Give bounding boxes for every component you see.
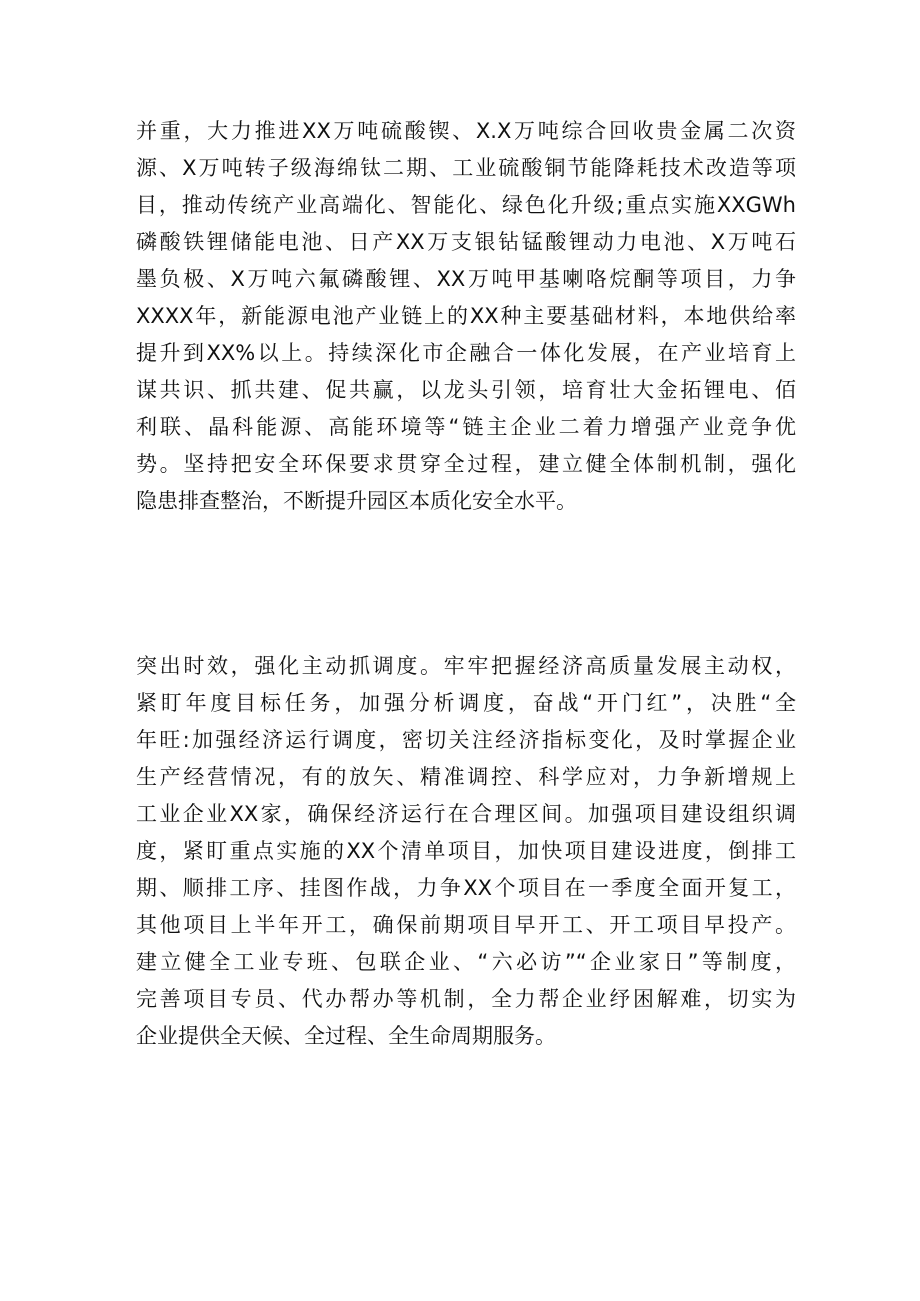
text-line: 突出时效，强化主动抓调度。牢牢把握经济高质量发展主动权， xyxy=(136,654,796,678)
text-line: 期、顺排工序、挂图作战，力争XX个项目在一季度全面开复工， xyxy=(136,876,796,900)
paragraph-1 xyxy=(136,113,796,520)
text-line: 势。坚持把安全环保要求贯穿全过程，建立健全体制机制，强化 xyxy=(136,452,796,476)
text-line: 年旺:加强经济运行调度，密切关注经济指标变化，及时掌握企业 xyxy=(136,728,796,752)
text-line: 磷酸铁锂储能电池、日产XX万支银钻锰酸锂动力电池、X万吨石 xyxy=(136,230,796,254)
text-line: 隐患排查整治，不断提升园区本质化安全水平。 xyxy=(136,489,577,513)
text-line: 建立健全工业专班、包联企业、“六必访”“企业家日”等制度， xyxy=(136,950,796,974)
text-line: 并重，大力推进XX万吨硫酸锲、X.X万吨综合回收贵金属二次资 xyxy=(136,119,796,143)
text-line: 目，推动传统产业高端化、智能化、绿色化升级;重点实施XXGWh xyxy=(136,193,796,217)
text-line: 其他项目上半年开工，确保前期项目早开工、开工项目早投产。 xyxy=(136,913,796,937)
text-line: XXXX年，新能源电池产业链上的XX种主要基础材料，本地供给率 xyxy=(136,304,796,328)
text-line: 生产经营情况，有的放矢、精准调控、科学应对，力争新增规上 xyxy=(136,765,796,789)
text-line: 完善项目专员、代办帮办等机制，全力帮企业纾困解难，切实为 xyxy=(136,987,796,1011)
text-line: 墨负极、X万吨六氟磷酸锂、XX万吨甲基喇咯烷酮等项目，力争 xyxy=(136,267,796,291)
text-line: 源、X万吨转子级海绵钛二期、工业硫酸铜节能降耗技术改造等项 xyxy=(136,156,796,180)
text-line: 谋共识、抓共建、促共赢，以龙头引领，培育壮大金拓锂电、佰 xyxy=(136,378,796,402)
text-line: 工业企业XX家，确保经济运行在合理区间。加强项目建设组织调 xyxy=(136,802,796,826)
text-line: 紧盯年度目标任务，加强分析调度，奋战“开门红”，决胜“全 xyxy=(136,691,796,715)
text-line: 利联、晶科能源、高能环境等“链主企业二着力增强产业竞争优 xyxy=(136,415,796,439)
paragraph-2 xyxy=(136,648,796,1055)
text-line: 企业提供全天候、全过程、全生命周期服务。 xyxy=(136,1024,556,1048)
text-line: 度，紧盯重点实施的XX个清单项目，加快项目建设进度，倒排工 xyxy=(136,839,796,863)
text-line: 提升到XX%以上。持续深化市企融合一体化发展，在产业培育上 xyxy=(136,341,796,365)
